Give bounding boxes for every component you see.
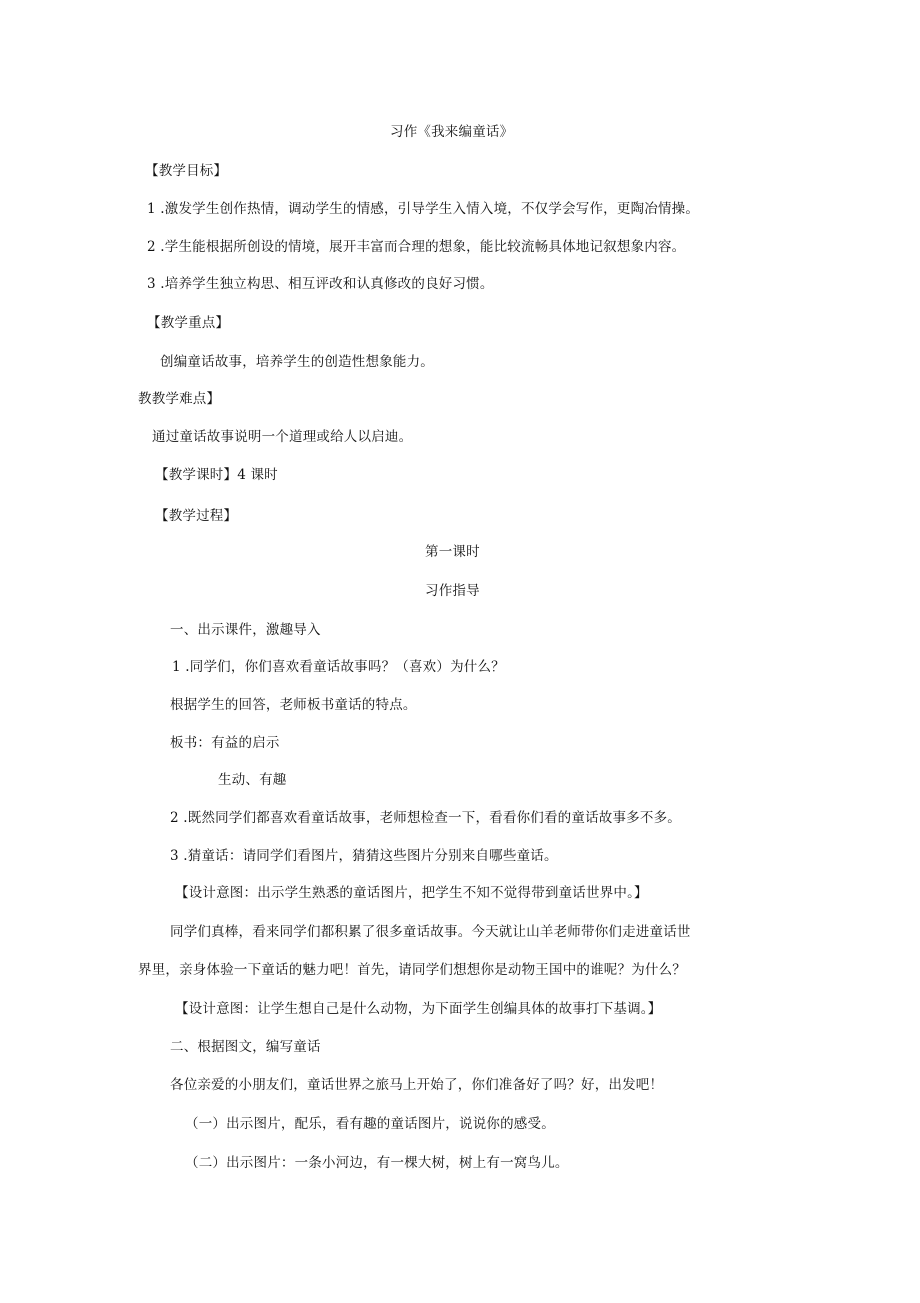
board-note: 板书：有益的启示 xyxy=(170,735,280,751)
paragraph: （一）出示图片，配乐，看有趣的童话图片，说说你的感受。 xyxy=(185,1116,555,1132)
section-heading-goals: 【教学目标】 xyxy=(145,163,228,179)
design-intent: 【设计意图：出示学生熟悉的童话图片，把学生不知不觉得带到童话世界中。】 xyxy=(175,885,648,901)
lesson-subtitle: 习作指导 xyxy=(425,583,480,599)
step-2-heading: 二、根据图文，编写童话 xyxy=(170,1039,321,1055)
section-heading-focus: 【教学重点】 xyxy=(147,315,230,331)
section-heading-process: 【教学过程】 xyxy=(155,508,238,524)
lesson-title: 第一课时 xyxy=(425,544,480,560)
goal-1: 1 .激发学生创作热情，调动学生的情感，引导学生入情入境，不仅学会写作，更陶冶情操。 xyxy=(147,201,700,217)
paragraph: 同学们真棒，看来同学们都积累了很多童话故事。今天就让山羊老师带你们走进童话世 xyxy=(170,924,691,940)
difficulty-text: 通过童话故事说明一个道理或给人以启迪。 xyxy=(152,429,413,445)
section-heading-hours: 【教学课时】4 课时 xyxy=(155,467,278,483)
step-1-heading: 一、出示课件，激趣导入 xyxy=(170,622,321,638)
paragraph: （二）出示图片：一条小河边，有一棵大树，树上有一窝鸟儿。 xyxy=(185,1155,569,1171)
design-intent: 【设计意图：让学生想自己是什么动物，为下面学生创编具体的故事打下基调。】 xyxy=(175,1001,662,1017)
goal-3: 3 .培养学生独立构思、相互评改和认真修改的良好习惯。 xyxy=(147,276,494,292)
board-note: 生动、有趣 xyxy=(218,772,287,788)
paragraph: 2 .既然同学们都喜欢看童话故事，老师想检查一下，看看你们看的童话故事多不多。 xyxy=(170,810,681,826)
paragraph: 3 .猜童话：请同学们看图片，猜猜这些图片分别来自哪些童话。 xyxy=(170,848,558,864)
paragraph: 各位亲爱的小朋友们，童话世界之旅马上开始了，你们准备好了吗？好，出发吧！ xyxy=(170,1077,664,1093)
section-heading-difficulty: 教教学难点】 xyxy=(138,391,221,407)
goal-2: 2 .学生能根据所创设的情境，展开丰富而合理的想象，能比较流畅具体地记叙想象内容。 xyxy=(147,239,686,255)
focus-text: 创编童话故事，培养学生的创造性想象能力。 xyxy=(160,354,434,370)
paragraph: 根据学生的回答，老师板书童话的特点。 xyxy=(170,697,417,713)
paragraph: 界里，亲身体验一下童话的魅力吧！首先，请同学们想想你是动物王国中的谁呢？为什么？ xyxy=(138,962,686,978)
document-title: 习作《我来编童话》 xyxy=(390,124,514,140)
paragraph: 1 .同学们，你们喜欢看童话故事吗？（喜欢）为什么？ xyxy=(172,659,505,675)
